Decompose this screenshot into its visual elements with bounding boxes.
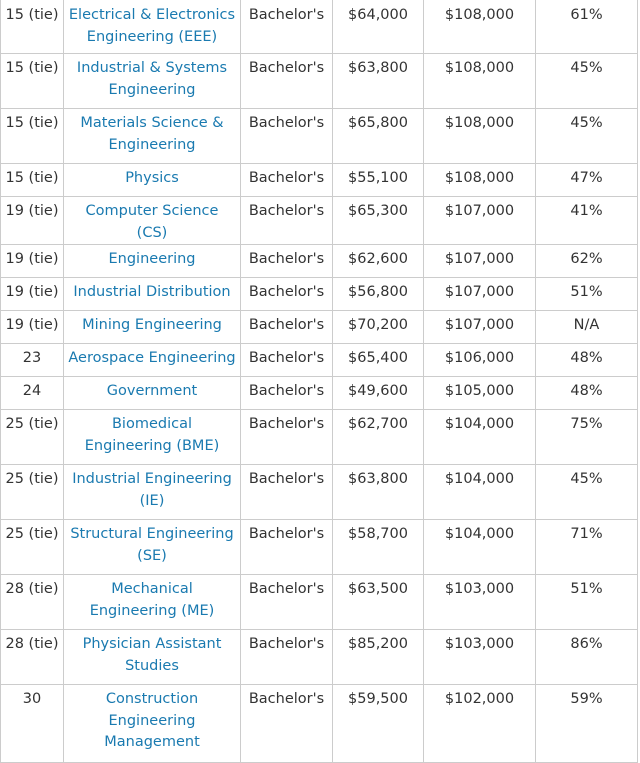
major-link[interactable]: Structural Engineering (SE) [70,526,234,564]
table-row [1,54,638,109]
major-link[interactable]: Industrial Distribution [73,284,231,300]
major-cell [64,685,241,763]
major-cell [64,410,241,465]
rank-cell: 24 [1,377,64,410]
early-pay-cell: $85,200 [333,630,424,685]
mid-pay-cell: $107,000 [424,278,536,311]
rank-cell: 25 (tie) [1,520,64,575]
meaning-pct-cell: 51% [536,575,638,630]
major-cell [64,278,241,311]
mid-pay-cell: $104,000 [424,465,536,520]
table-body [1,1,638,763]
degree-cell: Bachelor's [241,630,333,685]
meaning-pct-cell: 48% [536,377,638,410]
mid-pay-cell: $104,000 [424,410,536,465]
meaning-pct-cell: 62% [536,245,638,278]
meaning-pct-cell: 86% [536,630,638,685]
mid-pay-cell: $108,000 [424,164,536,197]
degree-cell: Bachelor's [241,685,333,763]
early-pay-cell: $65,800 [333,109,424,164]
major-cell [64,197,241,245]
major-cell [64,54,241,109]
table-row [1,520,638,575]
table-row [1,164,638,197]
table-row [1,311,638,344]
early-pay-cell: $62,700 [333,410,424,465]
table-row [1,377,638,410]
major-link[interactable]: Computer Science (CS) [85,203,219,241]
major-cell [64,311,241,344]
rank-cell: 30 [1,685,64,763]
major-cell [64,575,241,630]
major-cell [64,630,241,685]
rank-cell: 19 (tie) [1,245,64,278]
meaning-pct-cell: 75% [536,410,638,465]
rank-cell: 28 (tie) [1,630,64,685]
mid-pay-cell: $107,000 [424,197,536,245]
major-link[interactable]: Physics [125,170,179,186]
early-pay-cell: $56,800 [333,278,424,311]
mid-pay-cell: $106,000 [424,344,536,377]
early-pay-cell: $70,200 [333,311,424,344]
major-link[interactable]: Mining Engineering [82,317,222,333]
mid-pay-cell: $103,000 [424,575,536,630]
degree-cell: Bachelor's [241,245,333,278]
mid-pay-cell: $107,000 [424,311,536,344]
table-row [1,465,638,520]
rank-cell: 28 (tie) [1,575,64,630]
rank-cell: 15 (tie) [1,1,64,54]
major-cell [64,377,241,410]
table-row [1,410,638,465]
major-link[interactable]: Mechanical Engineering (ME) [89,581,215,619]
meaning-pct-cell: 45% [536,465,638,520]
table-row [1,1,638,54]
early-pay-cell: $55,100 [333,164,424,197]
table-row [1,575,638,630]
meaning-pct-cell: 48% [536,344,638,377]
major-cell [64,245,241,278]
table-row [1,197,638,245]
early-pay-cell: $49,600 [333,377,424,410]
major-cell [64,520,241,575]
early-pay-cell: $59,500 [333,685,424,763]
major-cell [64,344,241,377]
rank-cell: 23 [1,344,64,377]
mid-pay-cell: $108,000 [424,54,536,109]
rank-cell: 19 (tie) [1,311,64,344]
meaning-pct-cell: 47% [536,164,638,197]
early-pay-cell: $62,600 [333,245,424,278]
table-row [1,344,638,377]
mid-pay-cell: $108,000 [424,109,536,164]
degree-cell: Bachelor's [241,278,333,311]
meaning-pct-cell: 51% [536,278,638,311]
degree-cell: Bachelor's [241,197,333,245]
meaning-pct-cell: 71% [536,520,638,575]
early-pay-cell: $64,000 [333,1,424,54]
degree-cell: Bachelor's [241,164,333,197]
meaning-pct-cell: 59% [536,685,638,763]
major-link[interactable]: Aerospace Engineering [68,350,236,366]
degree-cell: Bachelor's [241,109,333,164]
degree-cell: Bachelor's [241,377,333,410]
meaning-pct-cell: 61% [536,1,638,54]
major-link[interactable]: Engineering [108,251,196,267]
meaning-pct-cell: 41% [536,197,638,245]
early-pay-cell: $63,800 [333,465,424,520]
degree-cell: Bachelor's [241,410,333,465]
mid-pay-cell: $103,000 [424,630,536,685]
major-link[interactable]: Physician Assistant Studies [82,636,222,674]
major-cell [64,1,241,54]
table-row [1,630,638,685]
mid-pay-cell: $107,000 [424,245,536,278]
mid-pay-cell: $104,000 [424,520,536,575]
major-cell [64,465,241,520]
degree-cell: Bachelor's [241,575,333,630]
rank-cell: 25 (tie) [1,410,64,465]
table-row [1,245,638,278]
major-link[interactable]: Electrical & Electronics Engineering (EEE) [68,7,236,45]
early-pay-cell: $63,500 [333,575,424,630]
early-pay-cell: $63,800 [333,54,424,109]
major-link[interactable]: Industrial Engineering (IE) [72,471,232,509]
early-pay-cell: $65,300 [333,197,424,245]
rank-cell: 15 (tie) [1,164,64,197]
major-cell [64,164,241,197]
mid-pay-cell: $102,000 [424,685,536,763]
table-row [1,685,638,763]
degree-cell: Bachelor's [241,520,333,575]
table-row [1,278,638,311]
early-pay-cell: $58,700 [333,520,424,575]
rank-cell: 25 (tie) [1,465,64,520]
major-link[interactable]: Industrial & Systems Engineering [76,60,228,98]
degree-cell: Bachelor's [241,344,333,377]
degree-cell: Bachelor's [241,311,333,344]
rank-cell: 19 (tie) [1,278,64,311]
major-link[interactable]: Construction Engineering Management [104,691,200,750]
table-row [1,109,638,164]
major-link[interactable]: Government [106,383,198,399]
degree-cell: Bachelor's [241,465,333,520]
rank-cell: 19 (tie) [1,197,64,245]
major-link[interactable]: Materials Science & Engineering [80,115,224,153]
degree-cell: Bachelor's [241,54,333,109]
major-link[interactable]: Biomedical Engineering (BME) [84,416,220,454]
degree-cell: Bachelor's [241,1,333,54]
rank-cell: 15 (tie) [1,54,64,109]
rank-cell: 15 (tie) [1,109,64,164]
mid-pay-cell: $105,000 [424,377,536,410]
mid-pay-cell: $108,000 [424,1,536,54]
early-pay-cell: $65,400 [333,344,424,377]
meaning-pct-cell: 45% [536,109,638,164]
major-cell [64,109,241,164]
meaning-pct-cell: N/A [536,311,638,344]
meaning-pct-cell: 45% [536,54,638,109]
